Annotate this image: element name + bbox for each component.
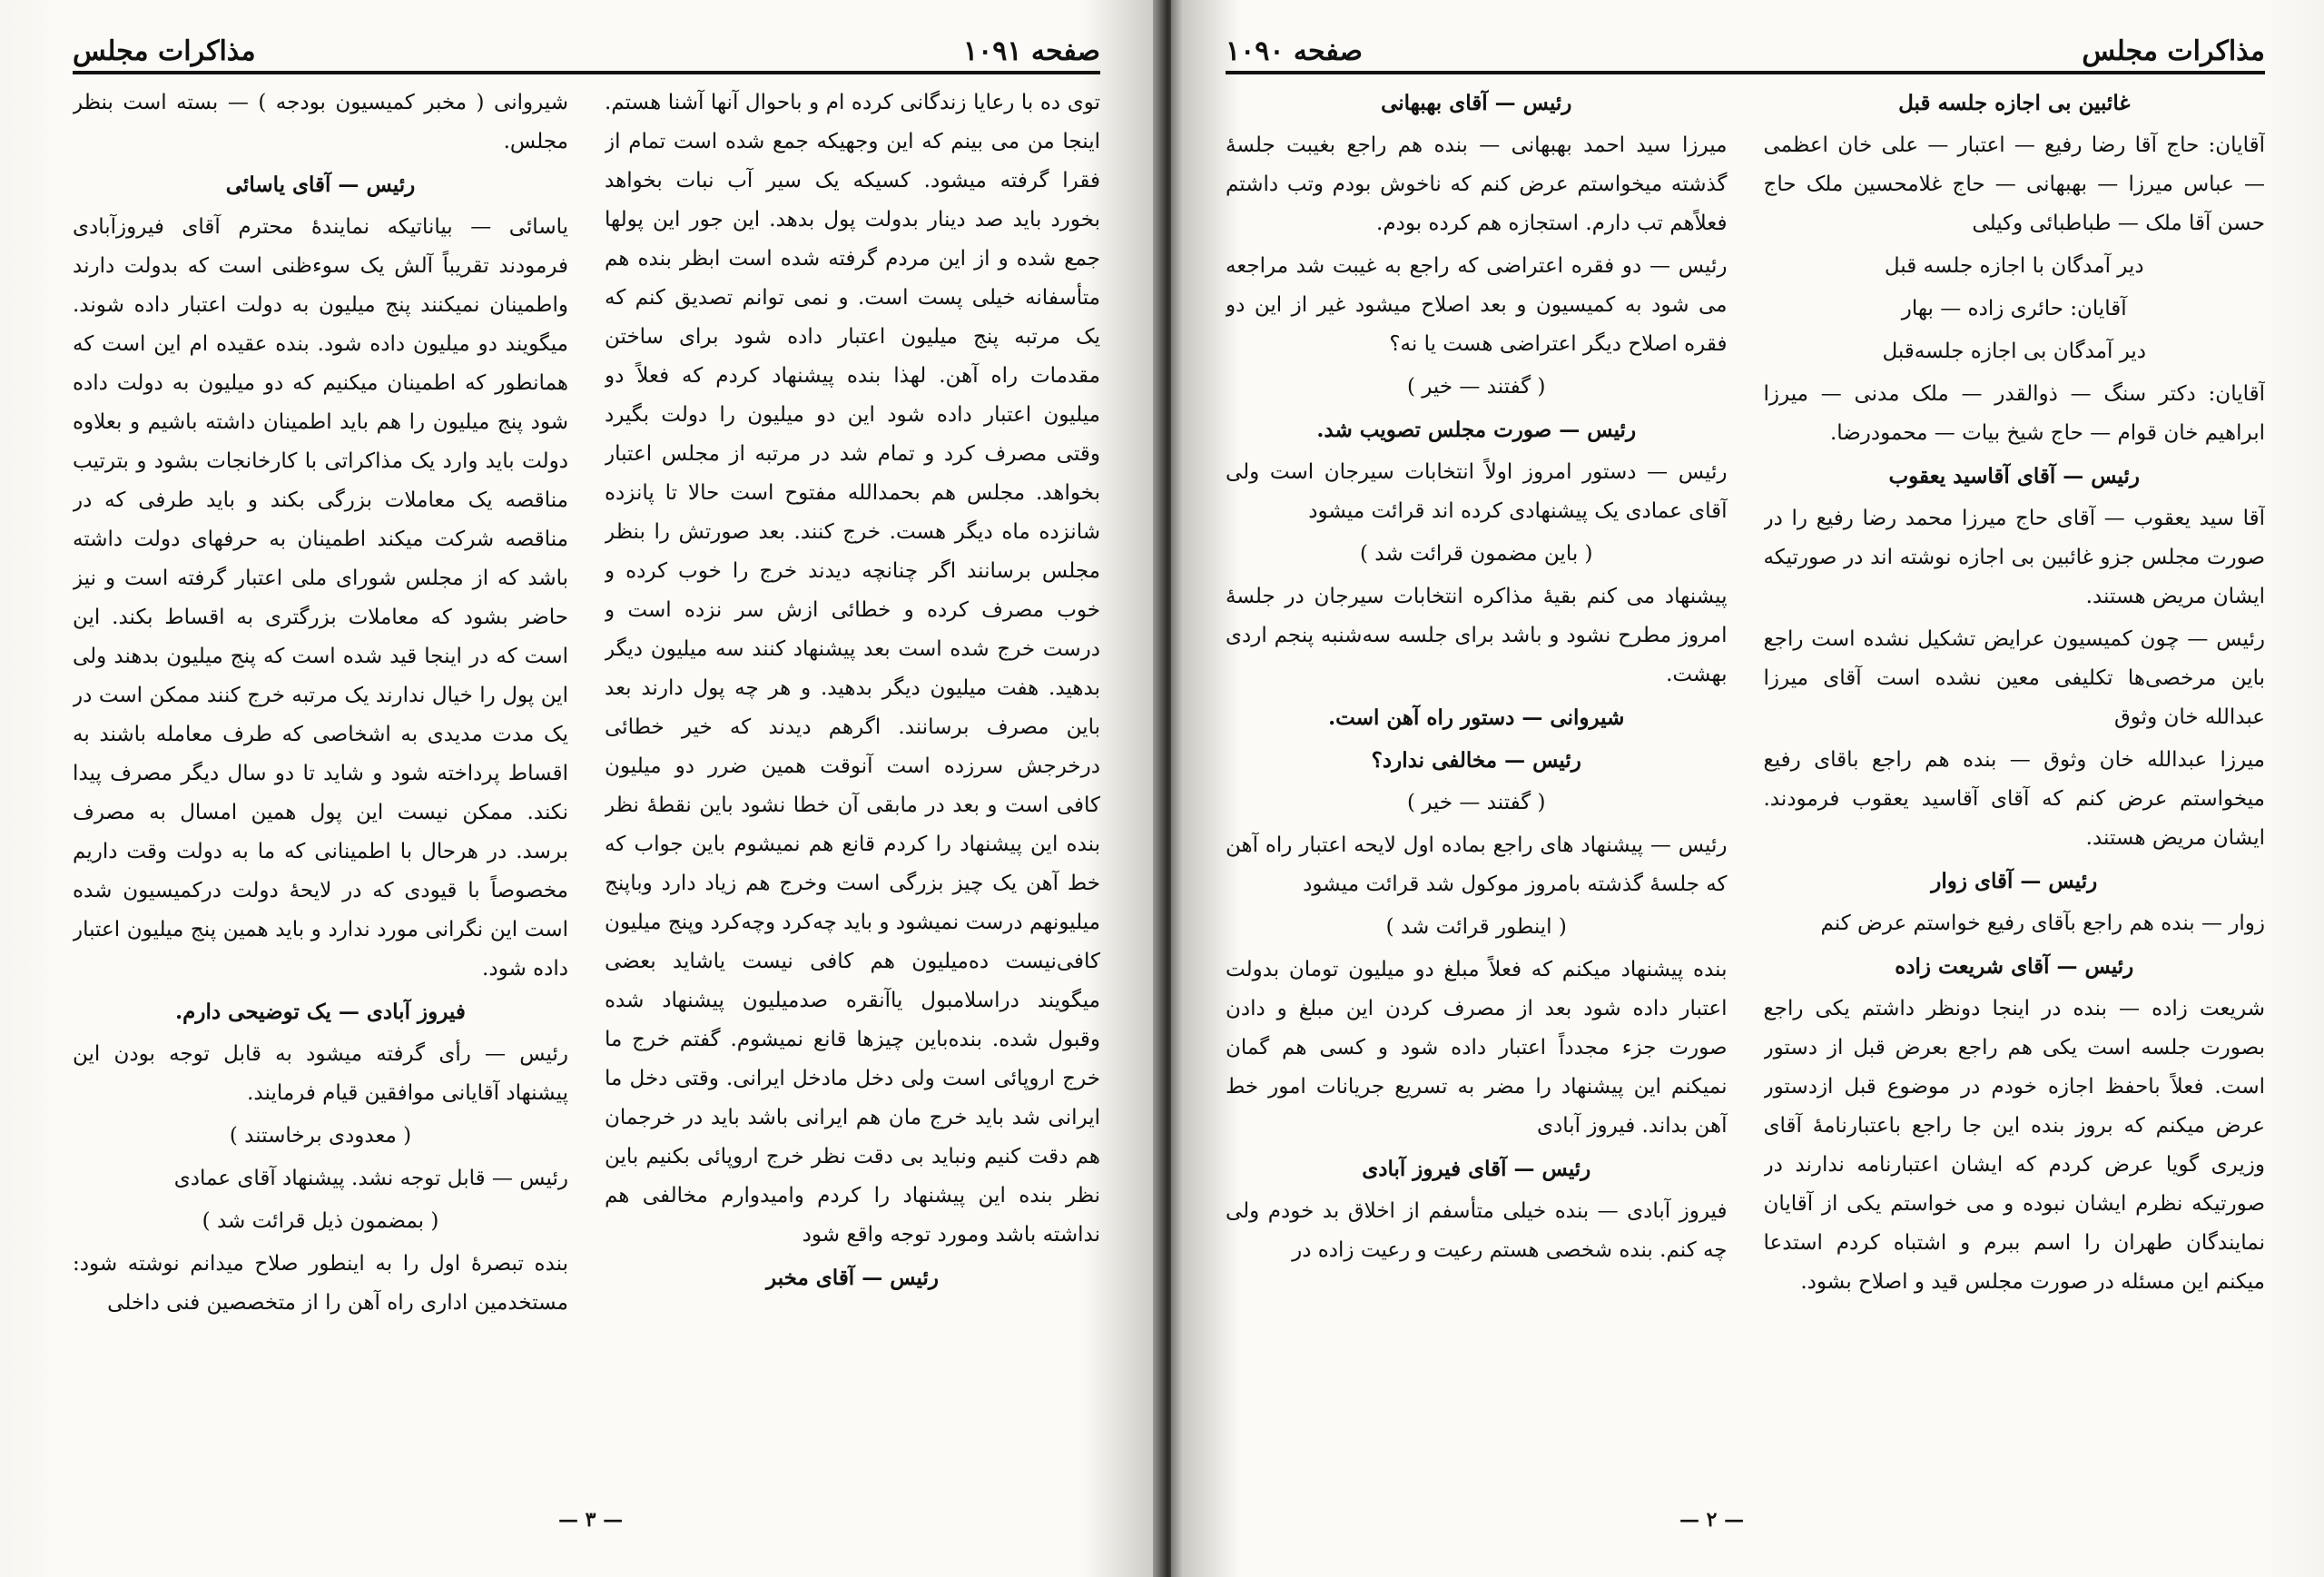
folio-number: — ۲ — — [1679, 1508, 1745, 1532]
right-page — [1171, 0, 2324, 1577]
running-title: مذاکرات مجلس — [73, 35, 256, 67]
speaker-line: فیروز آبادی — یک توضیحی دارم. — [175, 1000, 466, 1024]
paragraph: میرزا سید احمد بهبهانی — بنده هم راجع بغیبت جلسهٔ گذشته میخواستم عرض کنم که ناخوش بودم وتب داشتم فعلاًهم تب دارم. استجازه هم کرده بودم. — [1226, 133, 1728, 235]
speaker-heading: رئیس — آقای فیروز آبادی — [1362, 1157, 1591, 1181]
paragraph: توی ده با رعایا زندگانی کرده ام و باحوال آنها آشنا هستم. اینجا من می بینم که این وجهیکه جمع شده است تمام از فقرا گرفته میشود. کسیکه یک سیر آب نبات بخواهد بخورد باید صد دینار بدولت پول بدهد. این جور این پولها جمع شده و از این مردم گرفته شده است ابظر بنده هم متأسفانه خیلی پست است. و نمی توانم تصدیق کنم که یک مرتبه پنج میلیون اعتبار داده شود برای ساختن مقدمات راه آهن. لهذا بنده پیشنهاد کردم که فعلاً دو میلیون اعتبار داده شود این دو میلیون را دولت بگیرد وقتی مصرف کرد و تمام شد در مرتبه از مجلس اعتبار بخواهد. مجلس هم بحمدالله مفتوح است حالا تا پانزده شانزده ماه دیگر هست. خرج کنند. بعد صورتش را بنظر مجلس برسانند اگر چنانچه دیدند خرج را خوب کرده و خوب مصرف کرده و خطائی ازش سر نزده است و درست خرج شده است بعد پیشنهاد کنند سه میلیون دیگر بدهید. هفت میلیون دیگر بدهید. و هر چه پول دارند بعد باین مصرف برسانند. اگرهم دیدند که خیر خطائی درخرجش سرزده است آنوقت همین ضرر دو میلیون کافی است و بعد در مابقی آن خطا نشود باین نقطهٔ نظر بنده این پیشنهاد را کردم قانع هم نمیشوم باین جواب که خط آهن یک چیز بزرگی است وخرج هم زیاد دارد وباپنج میلیونهم درست نمیشود و باید چه‌کرد وچه‌کرد وپنج میلیون کافی‌نیست ده‌میلیون هم کافی نیست یاشاید بعضی میگویند دراسلامبول یاآنقره صدمیلیون پیشنهاد شده وقبول شده. بنده‌باین چیزها قانع نمیشوم. گفتم خرج ما خرج اروپائی است ولی دخل مادخل ایرانی. وقتی دخل ما ایرانی شد باید خرج مان هم ایرانی باشد باید در خرجمان هم دقت کنیم ونباید بی دقت نظر خرج اروپائی بکنیم باین نظر بنده این پیشنهاد را کردم وامیدوارم مخالفی هم نداشته باشد ومورد توجه واقع شود — [605, 91, 1100, 1247]
speaker-heading: رئیس — آقای مخبر — [766, 1266, 939, 1290]
paragraph: آقایان: حائری زاده — بهار — [1901, 297, 2127, 320]
speaker-heading: رئیس — آقای زوار — [1931, 869, 2098, 893]
paragraph: بنده پیشنهاد میکنم که فعلاً مبلغ دو میلیون تومان بدولت اعتبار داده شود بعد از مصرف کردن این مبلغ و دادن صورت جزء مجدداً اعتبار داده شود و کسی هم گمان نمیکنم این پیشنهاد را مضر به تسریع جریانات امور خط آهن بداند. فیروز آبادی — [1226, 958, 1728, 1138]
speaker-heading: رئیس — آقای یاسائی — [225, 172, 416, 197]
paragraph: رئیس — رأی گرفته میشود به قابل توجه بودن این پیشنهاد آقایانی موافقین قیام فرمایند. — [73, 1042, 568, 1105]
text-columns — [1226, 84, 2265, 1491]
paragraph: رئیس — چون کمیسیون عرایض تشکیل نشده است راجع باین مرخصی‌ها تکلیفی معین نشده است آقای میرزا عبدالله خان وثوق — [1763, 627, 2265, 729]
page-number-label: صفحه ۱۰۹۱ — [963, 35, 1100, 67]
column-right — [1764, 84, 2266, 1491]
paragraph: رئیس — قابل توجه نشد. پیشنهاد آقای عمادی — [173, 1167, 568, 1190]
paragraph: بنده تبصرهٔ اول را به اینطور صلاح میدانم نوشته شود: مستخدمین اداری راه آهن را از متخصصین فنی داخلی — [73, 1252, 568, 1315]
speaker-heading: رئیس — آقای شریعت زاده — [1895, 954, 2134, 979]
folio-number: — ۳ — — [558, 1508, 624, 1532]
speaker-line: شیروانی — دستور راه آهن است. — [1328, 705, 1625, 730]
speaker-heading: رئیس — آقای آقاسید یعقوب — [1888, 464, 2141, 488]
stage-note: ( باین مضمون قرائت شد ) — [1359, 542, 1593, 566]
paragraph: آقایان: حاج آقا رضا رفیع — اعتبار — علی خان اعظمی — عباس میرزا — بهبهانی — حاج غلامحسین ملک حاج حسن آقا ملک — طباطبائی وکیلی — [1763, 133, 2265, 235]
stage-note: ( معدودی برخاستند ) — [229, 1124, 412, 1148]
paragraph: میرزا عبدالله خان وثوق — بنده هم راجع باقای رفیع میخواستم عرض کنم که آقای آقاسید یعقوب فرمودند. ایشان مریض هستند. — [1763, 748, 2265, 850]
paragraph: پیشنهاد می کنم بقیهٔ مذاکره انتخابات سیرجان در جلسهٔ امروز مطرح نشود و باشد برای جلسه سه‌شنبه پنجم اردی بهشت. — [1226, 585, 1728, 686]
running-title: مذاکرات مجلس — [2082, 35, 2265, 67]
paragraph: رئیس — پیشنهاد های راجع بماده اول لایحه اعتبار راه آهن که جلسهٔ گذشته بامروز موکول شد قرائت میشود — [1226, 833, 1728, 896]
section-heading: غائبین بی اجازه جلسه قبل — [1898, 91, 2131, 115]
paragraph: رئیس — دو فقره اعتراضی که راجع به غیبت شد مراجعه می شود به کمیسیون و بعد اصلاح میشود غیر از این دو فقره اصلاح دیگر اعتراضی هست یا نه؟ — [1226, 254, 1728, 356]
paragraph: شریعت زاده — بنده در اینجا دونظر داشتم یکی راجع بصورت جلسه است یکی هم راجع بعرض قبل از دستور است. فعلاً باحفظ اجازه خودم در موضوع قبل ازدستور عرض میکنم که بروز بنده این جا راجع باعتبارنامهٔ آقای وزیری گویا عرض کردم که ایشان اعتبارنامه ندارند در صورتیکه نظرم ایشان نبوده و می خواستم یکی از آقایان نمایندگان طهران را اسم ببرم و اشتباه کردم استدعا میکنم این مسئله در صورت مجلس قید و اصلاح بشود. — [1763, 997, 2265, 1294]
paragraph: زوار — بنده هم راجع بآقای رفیع خواستم عرض کنم — [1820, 912, 2265, 935]
paragraph: آقایان: دکتر سنگ — ذوالقدر — ملک مدنی — میرزا ابراهیم خان قوام — حاج شیخ بیات — محمودرضا. — [1763, 382, 2265, 445]
column-right — [605, 84, 1100, 1491]
page-header — [1226, 34, 2265, 74]
paragraph: شیروانی ( مخبر کمیسیون بودجه ) — بسته است بنظر مجلس. — [73, 91, 568, 153]
page-number-label: صفحه ۱۰۹۰ — [1226, 35, 1363, 67]
paragraph: یاسائی — بیاناتیکه نمایندهٔ محترم آقای فیروزآبادی فرمودند تقریباً آلش یک سوءظنی است که بدولت دارند واطمینان نمیکنند پنج میلیون به دولت اعتبار داده شوند. میگویند دو میلیون داده شود. بنده عقیده ام این است که همانطور که اطمینان میکنیم که دو میلیون به دولت داده شود پنج میلیون را هم باید اطمینان داشته باشیم و بعلاوه دولت باید وارد یک مذاکراتی با کارخانجات بشود و بترتیب مناقصه یک معاملات بزرگی بکند و باید طرفی که در مناقصه شرکت میکند اطمینان به حرفهای دولت داشته باشد که از مجلس شورای ملی اعتبار گرفته است و نیز حاضر بشود که معاملات بزرگتری به اقساط بکند. این است که در اینجا قید شده است که پنج میلیون بدهند ولی این پول را خیال ندارند یک مرتبه خرج کنند ممکن است در یک مدت مدیدی به اشخاصی که طرف معامله باشند به اقساط پرداخته شود و شاید تا دو سال دیگر مصرف پیدا نکند. ممکن نیست این پول همین امسال به مصرف برسد. در هرحال با اطمینانی که ما به دولت وقت داریم مخصوصاً با قیودی که در لایحهٔ دولت درکمیسیون شده است این نگرانی مورد ندارد و باید همین پنج میلیون اعتبار داده شود. — [73, 215, 568, 981]
stage-note: ( گفتند — خیر ) — [1406, 791, 1546, 814]
paragraph: رئیس — دستور امروز اولاً انتخابات سیرجان است ولی آقای عمادی یک پیشنهادی کرده اند قرائت میشود — [1226, 460, 1728, 523]
column-left — [73, 84, 568, 1491]
column-left — [1226, 84, 1728, 1491]
text-columns — [73, 84, 1100, 1491]
section-heading: دیر آمدگان بی اجازه جلسه‌قبل — [1882, 340, 2147, 363]
stage-note: ( بمضمون ذیل قرائت شد ) — [202, 1209, 439, 1233]
stage-note: ( اینطور قرائت شد ) — [1385, 915, 1567, 939]
section-heading: دیر آمدگان با اجازه جلسه قبل — [1884, 254, 2144, 278]
stage-note: ( گفتند — خیر ) — [1406, 375, 1546, 399]
paragraph: فیروز آبادی — بنده خیلی متأسفم از اخلاق بد خودم ولی چه کنم. بنده شخصی هستم رعیت و رعیت زاده در — [1226, 1199, 1728, 1262]
speaker-heading: رئیس — مخالفی ندارد؟ — [1371, 748, 1581, 773]
paragraph: آقا سید یعقوب — آقای حاج میرزا محمد رضا رفیع را در صورت مجلس جزو غائبین بی اجازه نوشته اند در صورتیکه ایشان مریض هستند. — [1763, 507, 2265, 608]
speaker-heading: رئیس — صورت مجلس تصویب شد. — [1316, 418, 1637, 442]
speaker-heading: رئیس — آقای بهبهانی — [1381, 91, 1572, 115]
page-header — [73, 34, 1100, 74]
